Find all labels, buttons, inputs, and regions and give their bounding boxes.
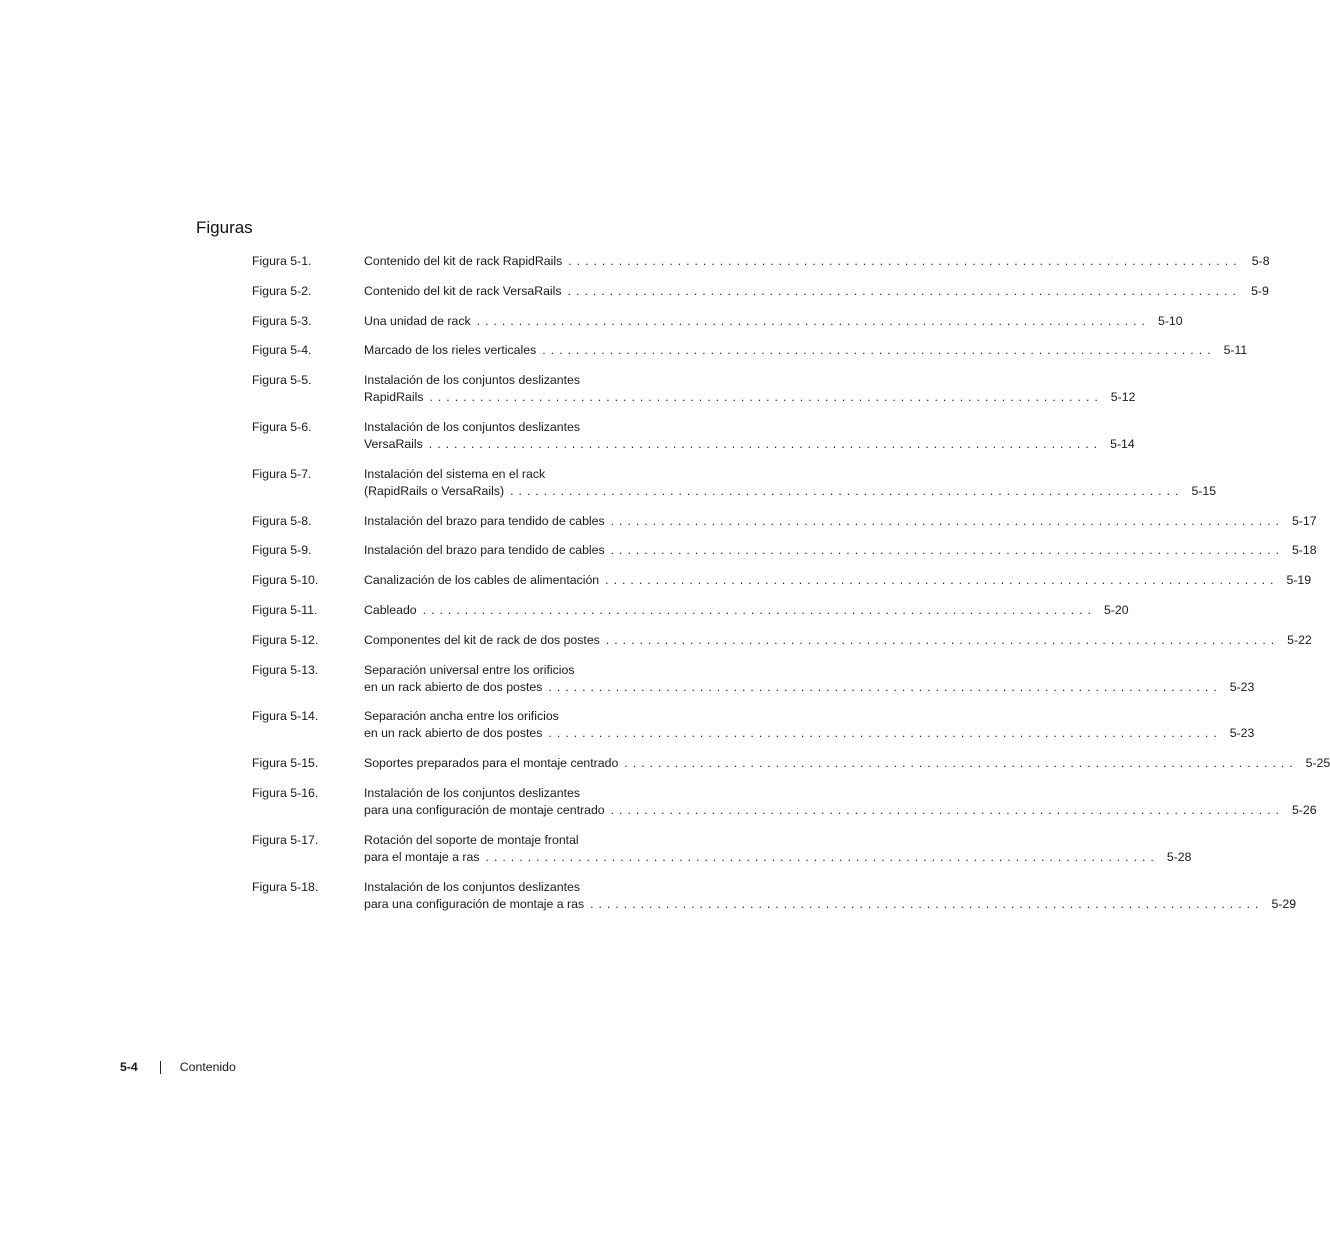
figure-number: Figura 5-16. [252, 785, 319, 800]
figure-entry[interactable] [252, 572, 1312, 589]
figure-page-number: 5-25 [1305, 756, 1330, 771]
figure-caption [364, 283, 1269, 300]
caption-text: Cableado [364, 602, 417, 617]
figure-caption [364, 708, 1255, 742]
figure-entry[interactable] [252, 466, 1217, 500]
caption-text: Instalación del brazo para tendido de cables [364, 543, 605, 558]
footer-section-title: Contenido [179, 1060, 236, 1074]
figure-caption [364, 542, 1317, 559]
figure-caption [364, 372, 1136, 406]
figure-entry[interactable] [252, 419, 1135, 453]
figure-entry[interactable] [252, 253, 1270, 270]
figure-number: Figura 5-9. [252, 543, 312, 558]
figure-number: Figura 5-7. [252, 466, 312, 481]
figure-entry[interactable] [252, 632, 1312, 649]
footer-divider [160, 1061, 161, 1074]
figure-page-number: 5-10 [1157, 313, 1183, 328]
figure-caption [364, 785, 1317, 819]
figure-caption [364, 602, 1129, 619]
caption-line [364, 466, 686, 483]
caption-line [364, 602, 1129, 619]
dot-leader: ................................................................................ [567, 283, 1241, 298]
figure-entry[interactable] [252, 662, 1255, 696]
caption-line [364, 708, 686, 725]
dot-leader: ................................................................................ [610, 543, 1284, 558]
caption-line [364, 283, 1269, 300]
figure-entry[interactable] [252, 602, 1129, 619]
figure-number: Figura 5-10. [252, 573, 319, 588]
caption-text: para una configuración de montaje centrado [364, 802, 605, 817]
dot-leader: ................................................................................ [485, 849, 1159, 864]
figure-entry[interactable] [252, 513, 1317, 530]
section-heading: Figuras [196, 218, 253, 237]
caption-text: para el montaje a ras [364, 849, 480, 864]
caption-line [364, 785, 686, 802]
caption-text: Una unidad de rack [364, 313, 471, 328]
caption-text: Instalación de los conjuntos deslizantes [364, 879, 581, 894]
caption-line [364, 419, 686, 436]
figure-number: Figura 5-3. [252, 313, 312, 328]
figure-number: Figura 5-8. [252, 513, 312, 528]
caption-line [364, 832, 686, 849]
caption-text: Componentes del kit de rack de dos postes [364, 632, 600, 647]
figure-page-number: 5-28 [1166, 849, 1192, 864]
figure-number: Figura 5-13. [252, 662, 319, 677]
figure-page-number: 5-15 [1191, 483, 1217, 498]
caption-text: Instalación de los conjuntos deslizantes [364, 419, 581, 434]
caption-line [364, 755, 1330, 772]
figure-entry[interactable] [252, 879, 1297, 913]
caption-line [364, 879, 686, 896]
caption-line [364, 572, 1312, 589]
dot-leader: ................................................................................ [548, 679, 1222, 694]
caption-line [364, 436, 1135, 453]
figure-number: Figura 5-2. [252, 283, 312, 298]
figure-caption [364, 419, 1135, 453]
caption-text: en un rack abierto de dos postes [364, 726, 543, 741]
caption-text: Instalación de los conjuntos deslizantes [364, 373, 581, 388]
dot-leader: ................................................................................ [624, 756, 1298, 771]
caption-text: Marcado de los rieles verticales [364, 343, 537, 358]
caption-text: Instalación del sistema en el rack [364, 466, 546, 481]
figure-entry[interactable] [252, 283, 1269, 300]
figure-list [252, 253, 1330, 913]
figure-caption [364, 313, 1183, 330]
figure-entry[interactable] [252, 755, 1330, 772]
figure-entry[interactable] [252, 785, 1317, 819]
figure-page-number: 5-11 [1223, 343, 1248, 358]
dot-leader: ................................................................................ [605, 632, 1280, 647]
caption-text: para una configuración de montaje a ras [364, 896, 585, 911]
figure-page-number: 5-9 [1251, 283, 1269, 298]
figure-number: Figura 5-11. [252, 602, 318, 617]
caption-line [364, 253, 1270, 270]
caption-line [364, 849, 1192, 866]
figure-page-number: 5-22 [1287, 632, 1312, 647]
dot-leader: ................................................................................ [542, 343, 1216, 358]
figure-page-number: 5-20 [1103, 602, 1129, 617]
figure-number: Figura 5-1. [252, 254, 312, 268]
dot-leader: ................................................................................ [610, 513, 1284, 528]
figure-number: Figura 5-15. [252, 756, 319, 771]
caption-text: Separación ancha entre los orificios [364, 709, 559, 724]
dot-leader: ................................................................................ [476, 313, 1150, 328]
caption-line [364, 679, 1255, 696]
figure-page-number: 5-23 [1229, 679, 1255, 694]
figure-caption [364, 342, 1248, 359]
caption-text: Contenido del kit de rack RapidRails [364, 254, 563, 268]
figure-caption [364, 662, 1255, 696]
page-footer [120, 1060, 236, 1074]
dot-leader: ................................................................................ [610, 802, 1284, 817]
figure-entry[interactable] [252, 708, 1255, 742]
figure-entry[interactable] [252, 542, 1317, 559]
figure-entry[interactable] [252, 342, 1248, 359]
dot-leader: ................................................................................ [510, 483, 1184, 498]
figure-number: Figura 5-17. [252, 832, 319, 847]
figure-number: Figura 5-18. [252, 879, 319, 894]
caption-text: Soportes preparados para el montaje centrado [364, 756, 619, 771]
caption-text: Separación universal entre los orificios [364, 662, 575, 677]
caption-text: RapidRails [364, 390, 424, 405]
figure-page-number: 5-8 [1251, 254, 1270, 268]
caption-line [364, 542, 1317, 559]
caption-line [364, 389, 1136, 406]
caption-text: Rotación del soporte de montaje frontal [364, 832, 579, 847]
figure-entry[interactable] [252, 313, 1183, 330]
caption-text: VersaRails [364, 436, 423, 451]
dot-leader: ................................................................................ [422, 602, 1096, 617]
dot-leader: ................................................................................ [428, 436, 1103, 451]
caption-line [364, 483, 1217, 500]
dot-leader: ................................................................................ [548, 726, 1222, 741]
caption-text: (RapidRails o VersaRails) [364, 483, 505, 498]
caption-text: en un rack abierto de dos postes [364, 679, 543, 694]
figure-caption [364, 632, 1312, 649]
figure-page-number: 5-19 [1286, 573, 1312, 588]
caption-line [364, 802, 1317, 819]
dot-leader: ................................................................................ [568, 254, 1242, 268]
figure-entry[interactable] [252, 832, 1192, 866]
figure-caption [364, 253, 1270, 270]
figure-number: Figura 5-6. [252, 419, 312, 434]
figure-number: Figura 5-5. [252, 373, 312, 388]
caption-line [364, 342, 1248, 359]
dot-leader: ................................................................................ [605, 573, 1279, 588]
caption-line [364, 725, 1255, 742]
caption-line [364, 662, 686, 679]
figure-page-number: 5-18 [1291, 543, 1317, 558]
figure-caption [364, 879, 1297, 913]
dot-leader: ................................................................................ [590, 896, 1264, 911]
page-number: 5-4 [120, 1060, 138, 1074]
caption-text: Instalación de los conjuntos deslizantes [364, 785, 581, 800]
caption-text: Canalización de los cables de alimentación [364, 573, 600, 588]
caption-line [364, 513, 1317, 530]
figure-caption [364, 832, 1192, 866]
caption-text: Contenido del kit de rack VersaRails [364, 283, 562, 298]
figure-caption [364, 513, 1317, 530]
figure-number: Figura 5-14. [252, 709, 319, 724]
figure-page-number: 5-17 [1291, 513, 1317, 528]
caption-line [364, 313, 1183, 330]
dot-leader: ................................................................................ [429, 390, 1103, 405]
figure-entry[interactable] [252, 372, 1136, 406]
figure-page-number: 5-23 [1229, 726, 1255, 741]
figure-page-number: 5-14 [1110, 436, 1135, 451]
caption-text: Instalación del brazo para tendido de cables [364, 513, 605, 528]
caption-line [364, 896, 1297, 913]
figure-caption [364, 466, 1217, 500]
figure-page-number: 5-12 [1110, 390, 1136, 405]
figure-caption [364, 572, 1312, 589]
figure-caption [364, 755, 1330, 772]
caption-line [364, 372, 686, 389]
figure-page-number: 5-29 [1271, 896, 1297, 911]
figure-number: Figura 5-12. [252, 632, 319, 647]
figure-number: Figura 5-4. [252, 343, 312, 358]
figure-page-number: 5-26 [1291, 802, 1317, 817]
caption-line [364, 632, 1312, 649]
